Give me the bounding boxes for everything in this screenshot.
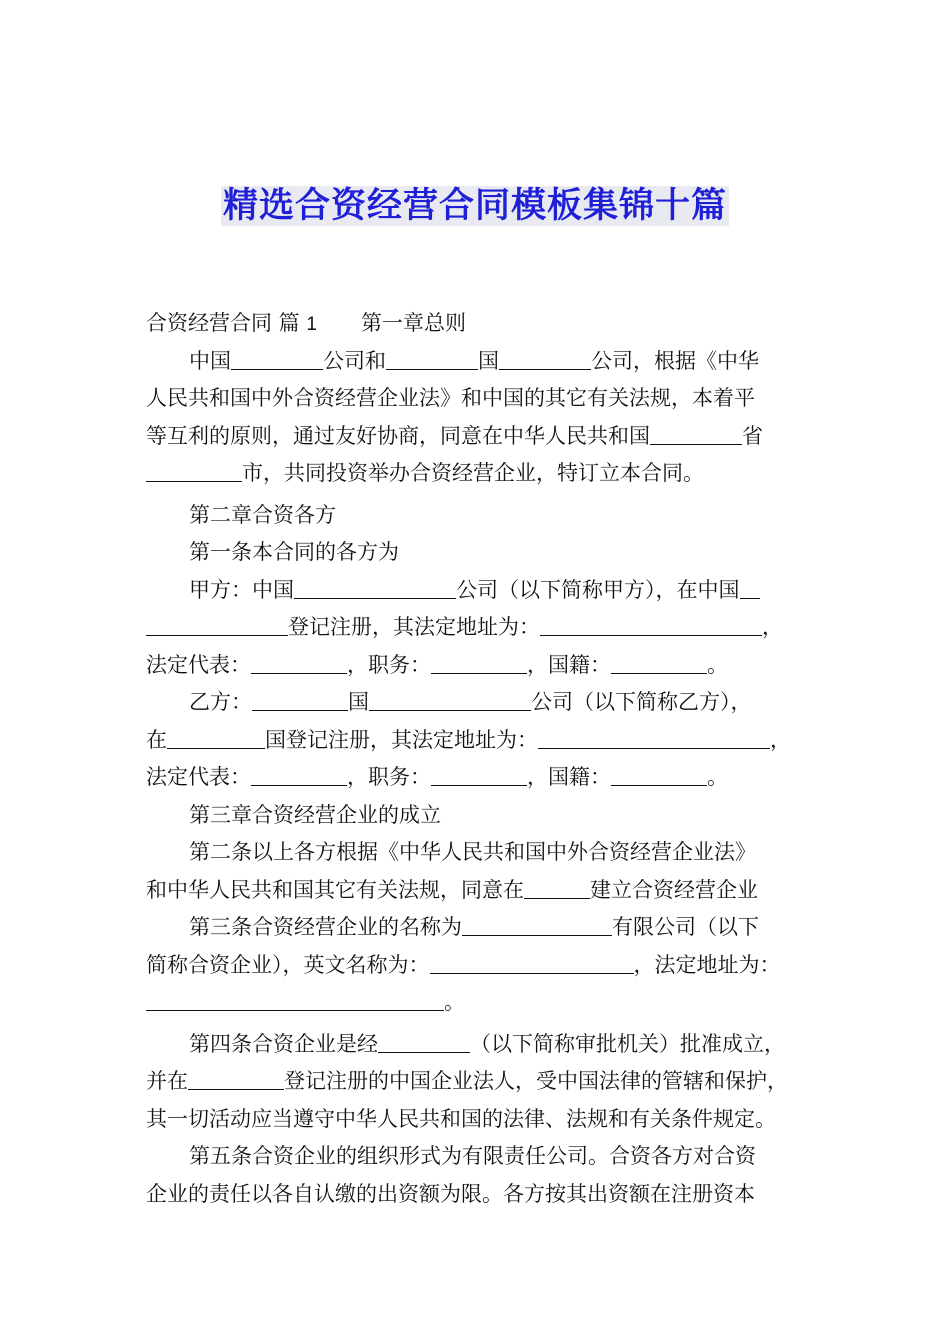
paragraph-line	[146, 722, 816, 760]
blank-field[interactable]	[251, 651, 347, 674]
text: 中国	[189, 348, 231, 373]
text: 第一条本合同的各方为	[189, 540, 399, 564]
blank-field[interactable]	[294, 576, 456, 599]
document-title	[0, 178, 950, 228]
text: ，法定地址为：	[633, 952, 781, 977]
text: 建立合资经营企业	[590, 877, 758, 902]
blank-field[interactable]	[431, 763, 527, 786]
text: 甲方：中国	[189, 577, 294, 602]
paragraph-line	[146, 343, 816, 381]
text: 。	[707, 652, 728, 677]
text: 公司（以下简称甲方），在中国	[456, 577, 740, 602]
text: 人民共和国中外合资经营企业法》和中国的其它有关法规，本着平	[146, 386, 755, 410]
paragraph-line	[146, 1063, 816, 1101]
paragraph-line	[146, 684, 816, 722]
text: （以下简称审批机关）批准成立，	[470, 1031, 785, 1056]
article-heading	[146, 534, 816, 572]
blank-field[interactable]	[740, 576, 760, 599]
blank-field[interactable]	[378, 1030, 470, 1053]
blank-field[interactable]	[386, 347, 478, 370]
blank-field[interactable]	[369, 688, 531, 711]
text: 合资经营合同 篇	[146, 311, 300, 335]
section-heading	[146, 305, 816, 343]
contract-body	[146, 305, 816, 1213]
text: 登记注册的中国企业法人，受中国法律的管辖和保护，	[284, 1069, 788, 1093]
blank-field[interactable]	[252, 688, 348, 711]
text: 第一章总则	[360, 311, 466, 335]
text: 其一切活动应当遵守中华人民共和国的法律、法规和有关条件规定。	[146, 1106, 776, 1131]
text: 简称合资企业），英文名称为：	[146, 952, 430, 977]
paragraph-line	[146, 647, 816, 685]
blank-field[interactable]	[462, 913, 612, 936]
text: 公司，根据《中华	[591, 348, 759, 373]
chapter-heading	[146, 797, 816, 835]
text: 公司和	[323, 348, 386, 373]
text: 1	[306, 314, 317, 335]
text: 法定代表：	[146, 765, 251, 789]
blank-field[interactable]	[431, 651, 527, 674]
blank-field[interactable]	[524, 876, 590, 899]
title-text: 精选合资经营合同模板集锦十篇	[222, 186, 727, 226]
paragraph-line	[146, 380, 816, 418]
text: 并在	[146, 1069, 188, 1093]
text: 省	[742, 423, 763, 448]
paragraph-line	[146, 759, 816, 797]
blank-field[interactable]	[540, 613, 762, 636]
text: 和中华人民共和国其它有关法规，同意在	[146, 877, 524, 902]
text: 国登记注册，其法定地址为：	[265, 727, 538, 752]
text: 国	[478, 348, 499, 373]
text: 公司（以下简称乙方），	[531, 690, 752, 714]
text: 第三条合资经营企业的名称为	[189, 915, 462, 939]
blank-field[interactable]	[188, 1067, 284, 1090]
chapter-heading	[146, 497, 816, 535]
paragraph-line	[146, 1101, 816, 1139]
text: 企业的责任以各自认缴的出资额为限。各方按其出资额在注册资本	[146, 1181, 755, 1206]
paragraph-line	[146, 609, 816, 647]
text: 第三章合资经营企业的成立	[189, 802, 441, 827]
blank-field[interactable]	[611, 763, 707, 786]
blank-field[interactable]	[251, 763, 347, 786]
paragraph-line	[146, 455, 816, 493]
text: ，职务：	[347, 652, 431, 677]
paragraph-line	[146, 834, 816, 872]
blank-field[interactable]	[146, 459, 242, 482]
text: 第四条合资企业是经	[189, 1031, 378, 1056]
text: 乙方：	[189, 690, 252, 714]
text: 。	[707, 765, 728, 789]
blank-field[interactable]	[430, 951, 634, 974]
text: 第二章合资各方	[189, 502, 336, 527]
paragraph-line	[146, 947, 816, 985]
text: 。	[444, 990, 465, 1014]
text: 在	[146, 727, 167, 752]
blank-field[interactable]	[499, 347, 591, 370]
text: 有限公司（以下	[612, 915, 759, 939]
text: ，职务：	[347, 765, 431, 789]
paragraph-line	[146, 909, 816, 947]
text: 登记注册，其法定地址为：	[288, 615, 540, 639]
text: ，	[762, 615, 783, 639]
text: 第五条合资企业的组织形式为有限责任公司。合资各方对合资	[189, 1144, 756, 1168]
paragraph-line	[146, 984, 816, 1022]
paragraph-line	[146, 1138, 816, 1176]
text: ，国籍：	[527, 765, 611, 789]
text: 市，共同投资举办合资经营企业，特订立本合同。	[242, 461, 704, 485]
blank-field[interactable]	[167, 726, 265, 749]
blank-field[interactable]	[538, 726, 770, 749]
blank-field[interactable]	[146, 988, 444, 1011]
text: ，	[770, 727, 791, 752]
paragraph-line	[146, 572, 816, 610]
text: 国	[348, 690, 369, 714]
text: ，国籍：	[527, 652, 611, 677]
text: 法定代表：	[146, 652, 251, 677]
blank-field[interactable]	[231, 347, 323, 370]
paragraph-line	[146, 1176, 816, 1214]
text: 第二条以上各方根据《中华人民共和国中外合资经营企业法》	[189, 840, 756, 864]
paragraph-line	[146, 1026, 816, 1064]
blank-field[interactable]	[146, 613, 288, 636]
paragraph-line	[146, 418, 816, 456]
paragraph-line	[146, 872, 816, 910]
blank-field[interactable]	[650, 422, 742, 445]
blank-field[interactable]	[611, 651, 707, 674]
text: 等互利的原则，通过友好协商，同意在中华人民共和国	[146, 423, 650, 448]
